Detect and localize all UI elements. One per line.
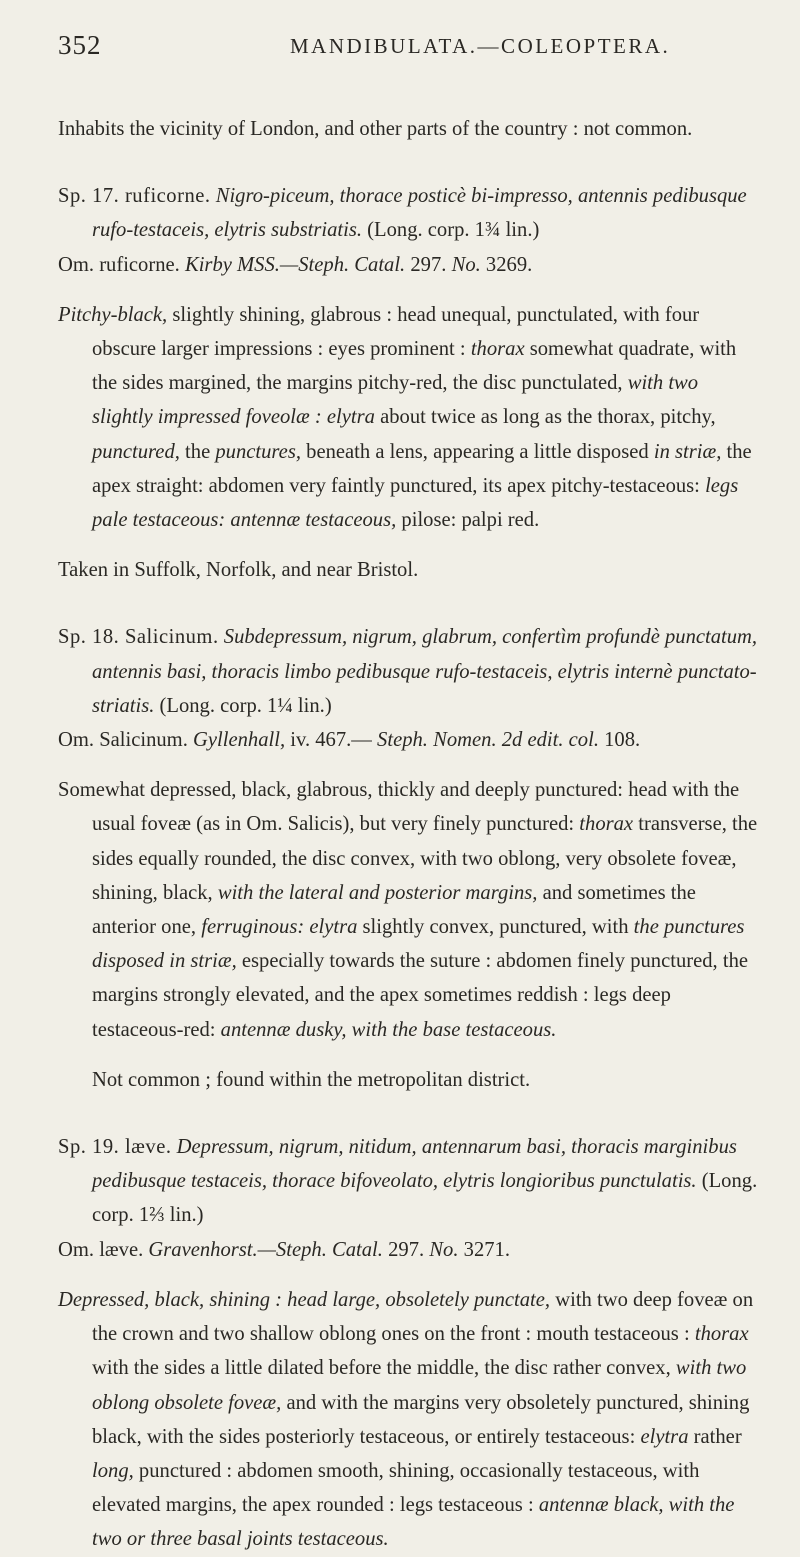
desc-text: with the sides a little dilated before the middle, the disc rather convex,	[92, 1357, 671, 1380]
species-18-syn-num: 108.	[604, 729, 641, 752]
desc-text: with two slightly impressed foveolæ : elytra	[92, 372, 699, 429]
species-18-latin: Subdepressum, nigrum, glabrum, confertìm profundè punctatum, antennis basi, thoracis limbo pedibusque rufo-testaceis, elytris internè punctato-striatis.	[92, 626, 758, 717]
desc-text: elytra	[640, 1425, 689, 1448]
desc-text: ferruginous: elytra	[201, 916, 358, 939]
species-19-latin: Depressum, nigrum, nitidum, antennarum basi, thoracis marginibus pedibusque testaceis, thorace bifoveolato, elytris longioribus punctulatis.	[92, 1136, 737, 1193]
desc-text: antennæ dusky, with the base testaceous.	[220, 1018, 557, 1041]
locality-text: Not common ; found within the metropolitan district.	[92, 1068, 531, 1091]
species-17-label: Sp. 17. ruficorne.	[58, 185, 211, 208]
species-19-length: (Long. corp. 1⅔ lin.)	[92, 1170, 758, 1227]
desc-text: with two oblong obsolete foveæ,	[92, 1357, 747, 1414]
desc-text: obsoletely punctate,	[385, 1288, 551, 1311]
desc-text: antennæ black, with the two or three basal joints testaceous.	[92, 1494, 735, 1551]
page-header	[58, 30, 760, 66]
desc-text: transverse, the sides equally rounded, the disc convex, with two oblong, very obsolete foveæ, shining, black,	[92, 813, 758, 904]
page-number: 352	[58, 30, 102, 60]
desc-text: Pitchy-black,	[58, 303, 168, 326]
species-18-synonym	[58, 723, 760, 757]
desc-text: and with the margins very obsoletely punctured, shining black, with the sides posteriorly testaceous, or entirely testaceous:	[92, 1391, 750, 1448]
desc-text: slightly convex, punctured, with	[362, 916, 629, 939]
page-body	[58, 112, 760, 1557]
desc-text: rather	[693, 1425, 742, 1448]
desc-text: especially towards the suture : abdomen finely punctured, the margins strongly elevated, and the apex sometimes reddish : legs deep testaceous-red:	[92, 950, 749, 1041]
species-17-locality	[58, 553, 760, 587]
desc-text: the apex straight: abdomen very faintly punctured, its apex pitchy-testaceous:	[92, 440, 752, 497]
species-19-label: Sp. 19. læve.	[58, 1136, 172, 1159]
species-18-syn-ref2: Steph. Nomen. 2d edit. col.	[377, 729, 599, 752]
species-19-syn-num: 3271.	[463, 1238, 510, 1261]
desc-text: head with the usual foveæ (as in Om. Salicis), but very finely punctured:	[92, 779, 740, 836]
desc-text: thorax	[694, 1323, 749, 1346]
desc-text: somewhat quadrate, with the sides margined, the margins pitchy-red, the disc punctulated,	[92, 338, 737, 395]
desc-text: with two deep foveæ on the crown and two shallow oblong ones on the front : mouth testaceous :	[92, 1288, 754, 1346]
desc-text: legs pale testaceous: antennæ testaceous,	[92, 474, 739, 532]
species-17-syn-no: No.	[451, 253, 481, 276]
desc-text: thorax	[579, 813, 634, 836]
species-18-description	[58, 773, 760, 1047]
species-18-length: (Long. corp. 1¼ lin.)	[159, 694, 332, 717]
species-19-description	[58, 1283, 760, 1557]
desc-text: about twice as long as the thorax, pitchy,	[380, 406, 716, 429]
species-18-locality	[58, 1063, 760, 1097]
desc-text: Somewhat depressed, black, glabrous, thickly and deeply punctured:	[58, 779, 624, 802]
desc-text: and sometimes the anterior one,	[92, 881, 696, 939]
species-19-syn-no: No.	[429, 1238, 459, 1261]
species-19-syn-label: Om. læve.	[58, 1238, 144, 1261]
species-18-syn-ref: Gyllenhall,	[193, 729, 286, 752]
species-17-synonym	[58, 248, 760, 282]
desc-text: punctured : abdomen smooth, shining, occasionally testaceous, with elevated margins, the apex rounded : legs testaceous :	[92, 1459, 700, 1517]
desc-text: thorax	[470, 338, 525, 361]
species-17-syn-page: 297.	[410, 253, 447, 276]
habitat-text: Inhabits the vicinity of London, and other parts of the country : not common.	[58, 118, 693, 140]
species-19-syn-ref: Gravenhorst.—Steph. Catal.	[148, 1238, 383, 1261]
species-17-syn-ref: Kirby MSS.—Steph. Catal.	[184, 253, 406, 276]
desc-text: Depressed, black, shining : head large,	[58, 1288, 381, 1311]
species-17-syn-num: 3269.	[485, 253, 533, 276]
species-17-diagnosis	[58, 179, 760, 247]
desc-text: with the lateral and posterior margins,	[217, 881, 538, 904]
species-17-description	[58, 298, 760, 537]
desc-text: the	[185, 440, 211, 463]
species-17-syn-label: Om. ruficorne.	[58, 253, 180, 276]
desc-text: long,	[92, 1459, 134, 1482]
desc-text: beneath a lens, appearing a little disposed	[306, 440, 649, 463]
desc-text: punctured,	[92, 440, 180, 463]
desc-text: the punctures disposed in striæ,	[92, 916, 745, 973]
desc-text: slightly shining, glabrous : head unequal, punctulated, with four obscure larger impressions : eyes prominent :	[92, 303, 700, 361]
desc-text: pilose: palpi red.	[401, 509, 540, 532]
habitat-note	[58, 112, 760, 146]
desc-text: in striæ,	[653, 440, 722, 463]
species-18-diagnosis	[58, 620, 760, 723]
species-18-label: Sp. 18. Salicinum.	[58, 626, 219, 649]
species-19-diagnosis	[58, 1130, 760, 1233]
species-17-latin: Nigro-piceum, thorace posticè bi-impresso, antennis pedibusque rufo-testaceis, elytris substriatis.	[92, 185, 747, 242]
species-18-syn-page: iv. 467.—	[290, 729, 372, 752]
species-18-syn-label: Om. Salicinum.	[58, 729, 188, 752]
desc-text: punctures,	[215, 440, 301, 463]
species-19-syn-page: 297.	[388, 1238, 425, 1261]
species-19-synonym	[58, 1233, 760, 1267]
running-head: MANDIBULATA.—COLEOPTERA.	[290, 34, 671, 58]
species-17-length: (Long. corp. 1¾ lin.)	[367, 219, 540, 242]
locality-text: Taken in Suffolk, Norfolk, and near Bristol.	[58, 559, 419, 582]
